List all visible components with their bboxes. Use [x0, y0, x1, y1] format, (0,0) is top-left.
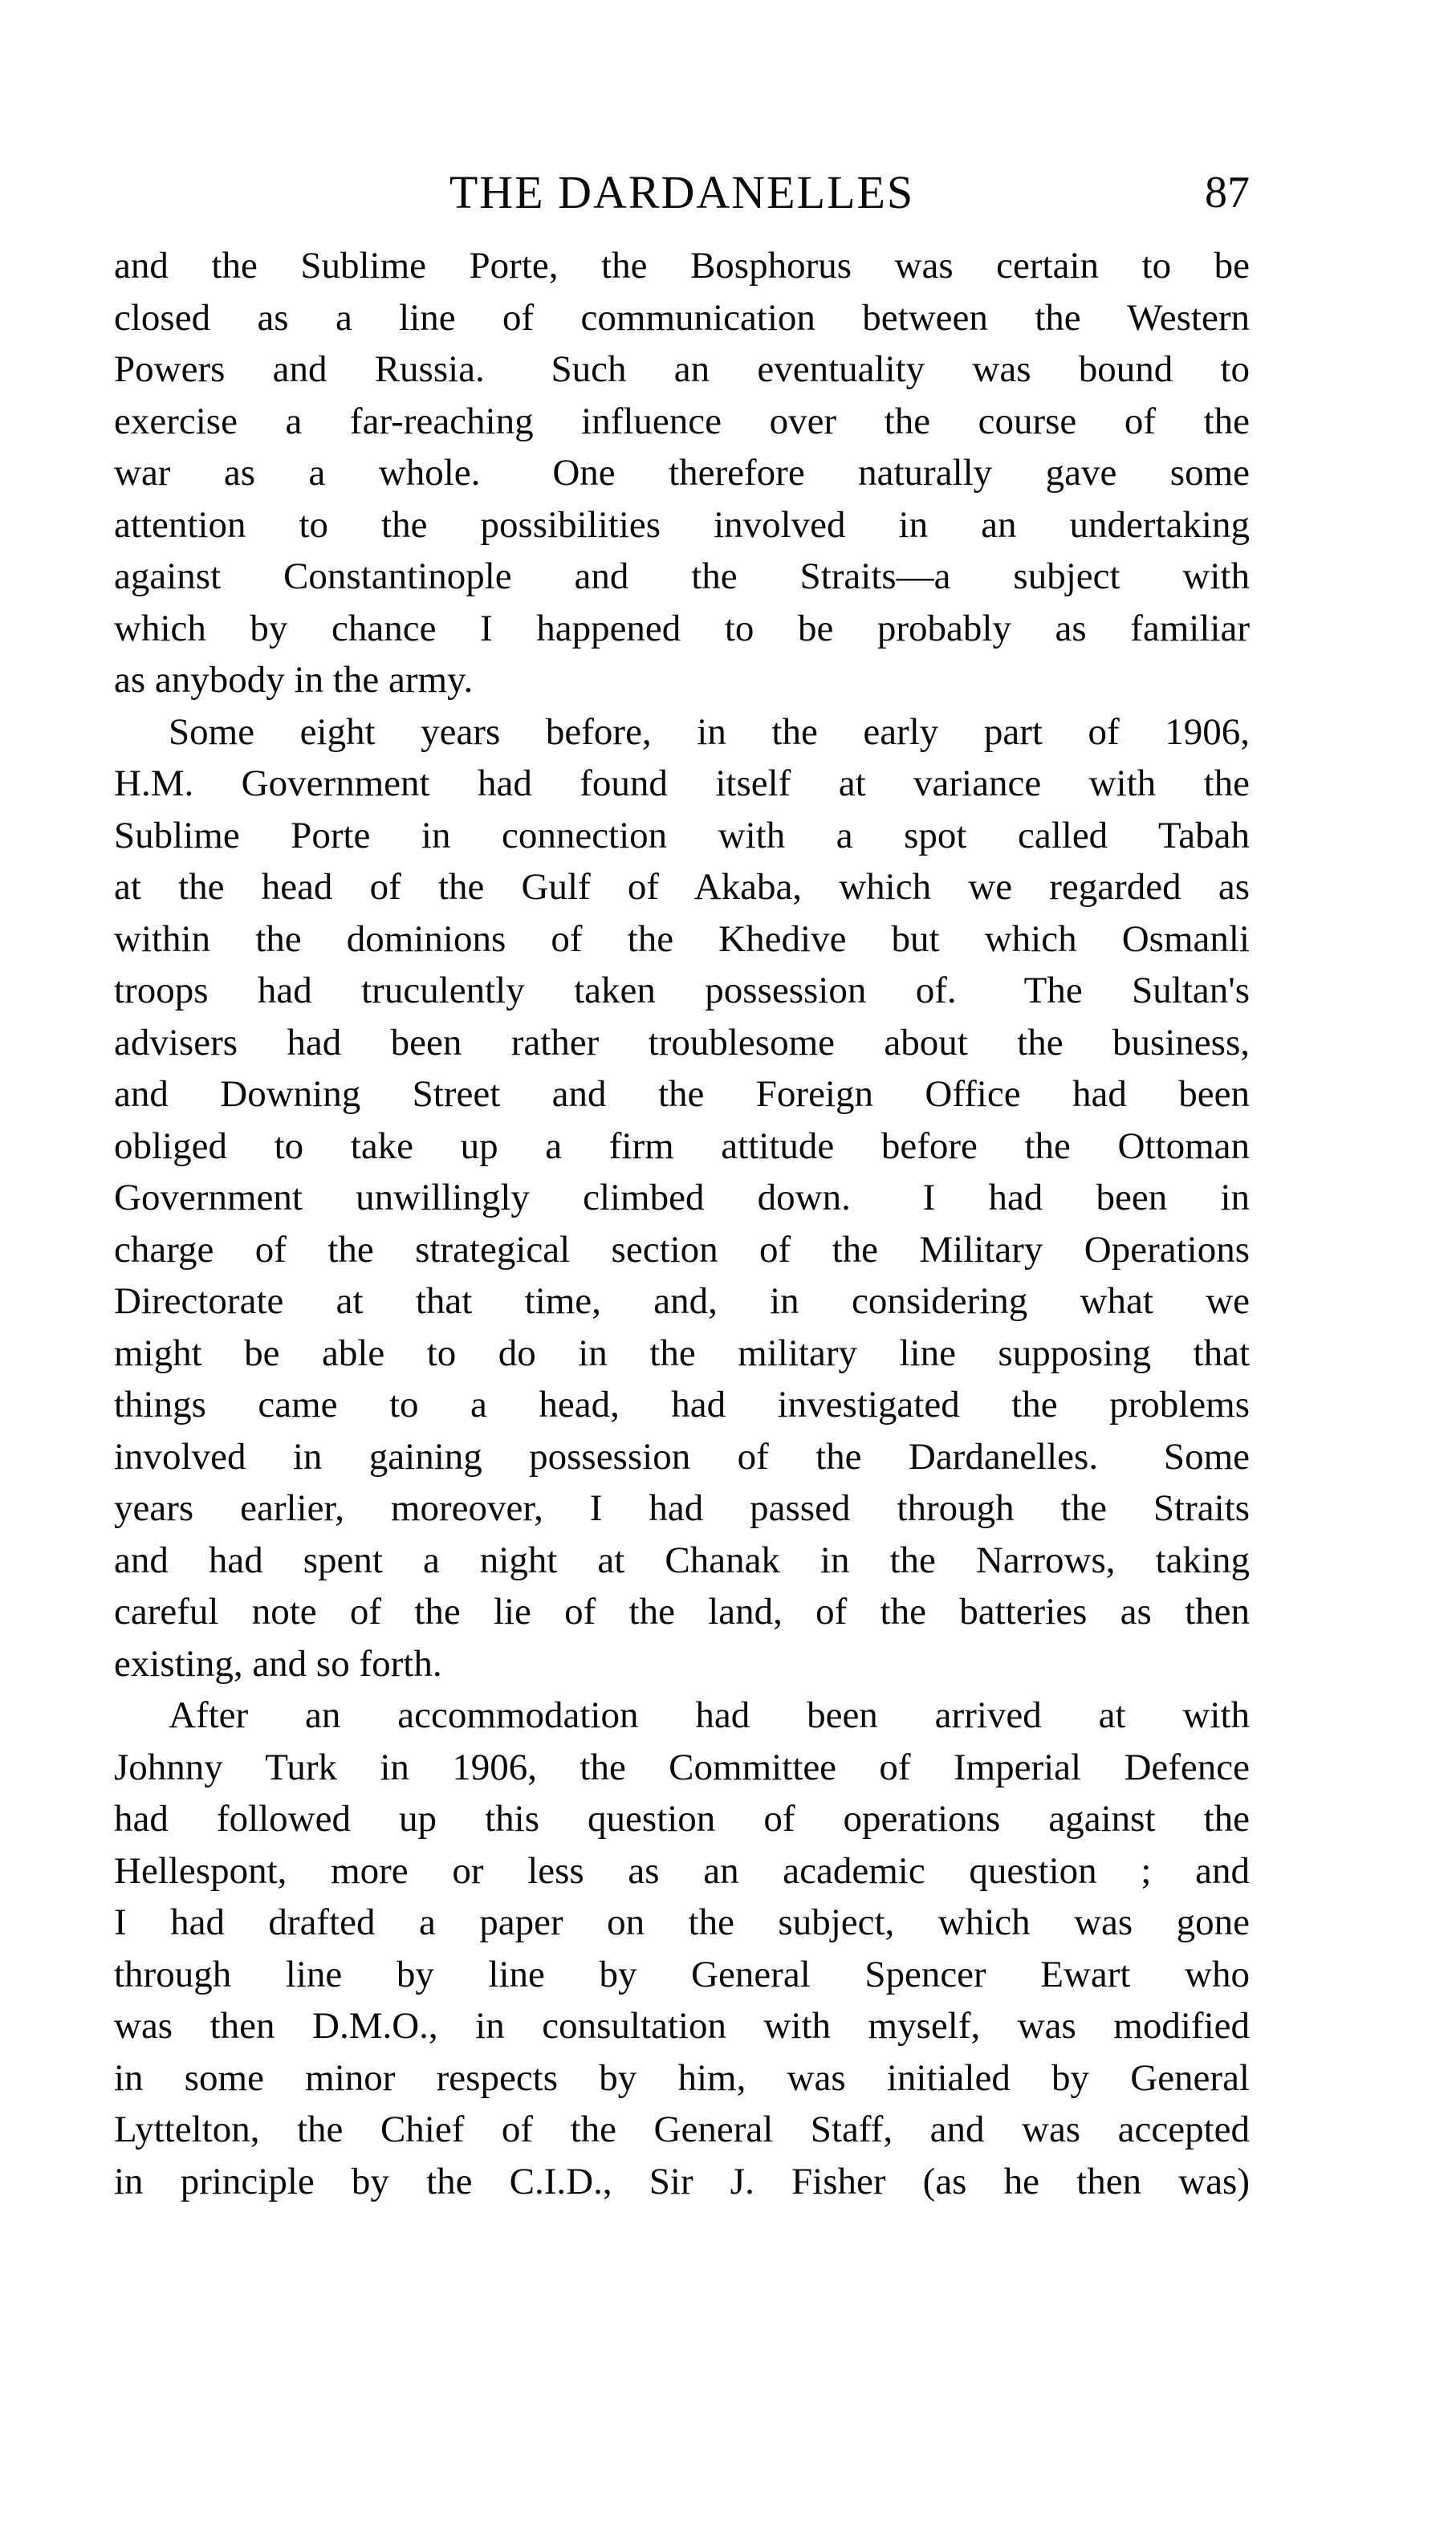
- paragraph-1: [114, 240, 1250, 706]
- text-line: After an accommodation had been arrived at with: [169, 1694, 1250, 1736]
- text-line: as anybody in the army.: [114, 659, 474, 701]
- paragraph-3: [114, 1690, 1250, 2207]
- text-line: war as a whole. One therefore naturally gave some: [114, 452, 1250, 494]
- text-line: might be able to do in the military line supposing that: [114, 1332, 1250, 1374]
- text-line: and Downing Street and the Foreign Office had been: [114, 1073, 1250, 1115]
- text-line: which by chance I happened to be probably as familiar: [114, 607, 1250, 649]
- text-line: exercise a far-reaching influence over the course of the: [114, 400, 1250, 442]
- text-line: obliged to take up a firm attitude before the Ottoman: [114, 1125, 1250, 1167]
- text-line: advisers had been rather troublesome about the business,: [114, 1021, 1250, 1064]
- text-line: Government unwillingly climbed down. I had been in: [114, 1177, 1250, 1218]
- text-line: through line by line by General Spencer Ewart who: [114, 1953, 1250, 1995]
- running-head: [114, 164, 1250, 222]
- text-line: against Constantinople and the Straits—a subject with: [114, 555, 1250, 597]
- text-line: attention to the possibilities involved in an undertaking: [114, 503, 1250, 546]
- text-line: in some minor respects by him, was initialed by General: [114, 2056, 1250, 2099]
- text-line: I had drafted a paper on the subject, which was gone: [114, 1901, 1250, 1943]
- paragraph-2: [114, 706, 1250, 1690]
- text-line: involved in gaining possession of the Dardanelles. Some: [114, 1435, 1250, 1478]
- text-line: closed as a line of communication between the Western: [114, 296, 1250, 339]
- text-line: careful note of the lie of the land, of the batteries as then: [114, 1591, 1250, 1633]
- text-line: and the Sublime Porte, the Bosphorus was certain to be: [114, 245, 1250, 287]
- text-line: Lyttelton, the Chief of the General Staff, and was accepted: [114, 2109, 1250, 2150]
- text-line: and had spent a night at Chanak in the Narrows, taking: [114, 1539, 1250, 1581]
- text-line: within the dominions of the Khedive but which Osmanli: [114, 917, 1250, 960]
- page-title: THE DARDANELLES: [449, 166, 915, 218]
- text-line: Some eight years before, in the early part of 1906,: [169, 710, 1250, 753]
- text-line: at the head of the Gulf of Akaba, which we regarded as: [114, 866, 1250, 908]
- text-line: Hellespont, more or less as an academic question ; and: [114, 1849, 1250, 1892]
- text-line: H.M. Government had found itself at variance with the: [114, 763, 1250, 804]
- text-line: things came to a head, had investigated the problems: [114, 1384, 1250, 1426]
- text-line: Powers and Russia. Such an eventuality was bound to: [114, 348, 1250, 390]
- text-line: was then D.M.O., in consultation with myself, was modified: [114, 2005, 1250, 2047]
- text-line: had followed up this question of operations against the: [114, 1798, 1250, 1840]
- text-block: [114, 240, 1250, 2207]
- text-line: charge of the strategical section of the Military Operations: [114, 1228, 1250, 1271]
- text-line: Sublime Porte in connection with a spot called Tabah: [114, 814, 1250, 856]
- text-line: troops had truculently taken possession of. The Sultan's: [114, 970, 1250, 1011]
- text-line: existing, and so forth.: [114, 1642, 442, 1685]
- text-line: in principle by the C.I.D., Sir J. Fisher (as he then was): [114, 2160, 1250, 2202]
- page-number: 87: [1205, 168, 1250, 218]
- text-line: years earlier, moreover, I had passed through the Straits: [114, 1487, 1250, 1529]
- text-line: Johnny Turk in 1906, the Committee of Imperial Defence: [114, 1746, 1250, 1788]
- text-line: Directorate at that time, and, in considering what we: [114, 1280, 1250, 1322]
